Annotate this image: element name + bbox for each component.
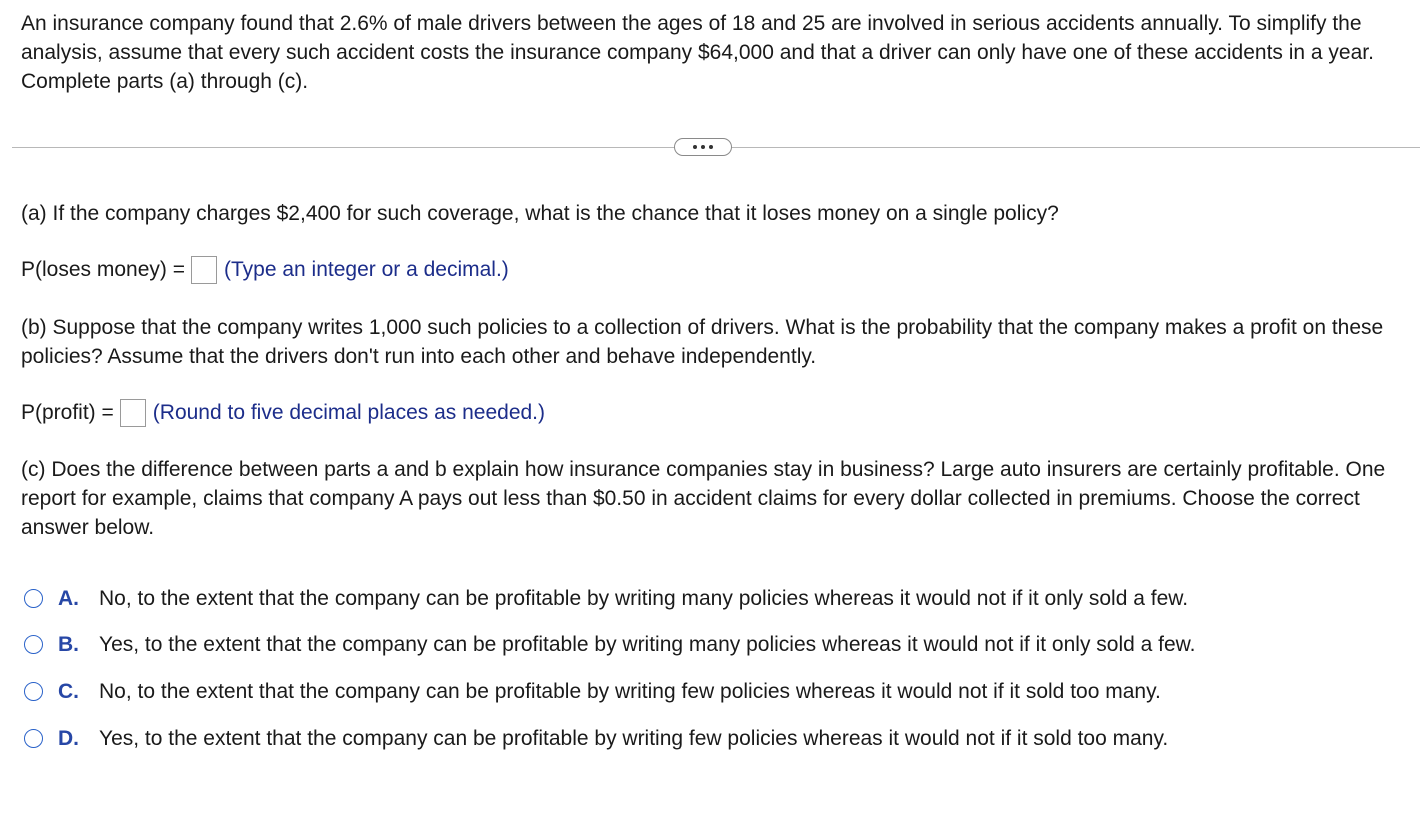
radio-button-b[interactable] (24, 635, 43, 654)
part-b-hint: (Round to five decimal places as needed.) (152, 401, 546, 424)
part-a-question: (a) If the company charges $2,400 for such coverage, what is the chance that it loses money on a single policy? (21, 202, 1059, 225)
part-b-answer-label: P(profit) = (21, 401, 114, 424)
part-a-hint: (Type an integer or a decimal.) (223, 258, 509, 281)
part-b-answer-line (21, 398, 545, 427)
choice-d[interactable] (24, 724, 1168, 753)
radio-button-d[interactable] (24, 729, 43, 748)
choice-c-text: No, to the extent that the company can be profitable by writing few policies whereas it would not if it sold too many. (99, 680, 1161, 703)
choice-a[interactable] (24, 584, 1188, 613)
choice-a-text: No, to the extent that the company can be profitable by writing many policies whereas it would not if it only sold a few. (99, 587, 1189, 610)
problem-intro: An insurance company found that 2.6% of male drivers between the ages of 18 and 25 are involved in serious accidents annually. To simplify the analysis, assume that every such accident costs the insurance company $64,000 and that a driver can only have one of these accidents in a year. Complete parts (a) through (c). (21, 12, 1374, 93)
part-b-question: (b) Suppose that the company writes 1,000 such policies to a collection of drivers. What is the probability that the company makes a profit on these policies? Assume that the drivers don't run into each other and behave independently. (21, 316, 1384, 368)
dot-icon (709, 145, 713, 149)
choice-c-letter: C. (58, 680, 79, 703)
choice-d-text: Yes, to the extent that the company can be profitable by writing few policies whereas it would not if it sold too many. (99, 727, 1169, 750)
radio-button-a[interactable] (24, 589, 43, 608)
part-a-answer-line (21, 255, 509, 284)
dot-icon (701, 145, 705, 149)
choice-b-text: Yes, to the extent that the company can be profitable by writing many policies whereas it would not if it only sold a few. (99, 633, 1196, 656)
choice-b[interactable] (24, 630, 1196, 659)
part-a-answer-label: P(loses money) = (21, 258, 185, 281)
part-b-answer-input[interactable] (120, 399, 146, 427)
radio-button-c[interactable] (24, 682, 43, 701)
choice-b-letter: B. (58, 633, 79, 656)
choice-c[interactable] (24, 677, 1161, 706)
choice-d-letter: D. (58, 727, 79, 750)
part-a-answer-input[interactable] (191, 256, 217, 284)
dot-icon (693, 145, 697, 149)
show-more-button[interactable] (674, 138, 732, 156)
part-c-question: (c) Does the difference between parts a and b explain how insurance companies stay in business? Large auto insurers are certainly profitable. One report for example, claims that company A pays out less than $0.50 in accident claims for every dollar collected in premiums. Choose the correct answer below. (21, 458, 1386, 539)
choice-a-letter: A. (58, 587, 79, 610)
